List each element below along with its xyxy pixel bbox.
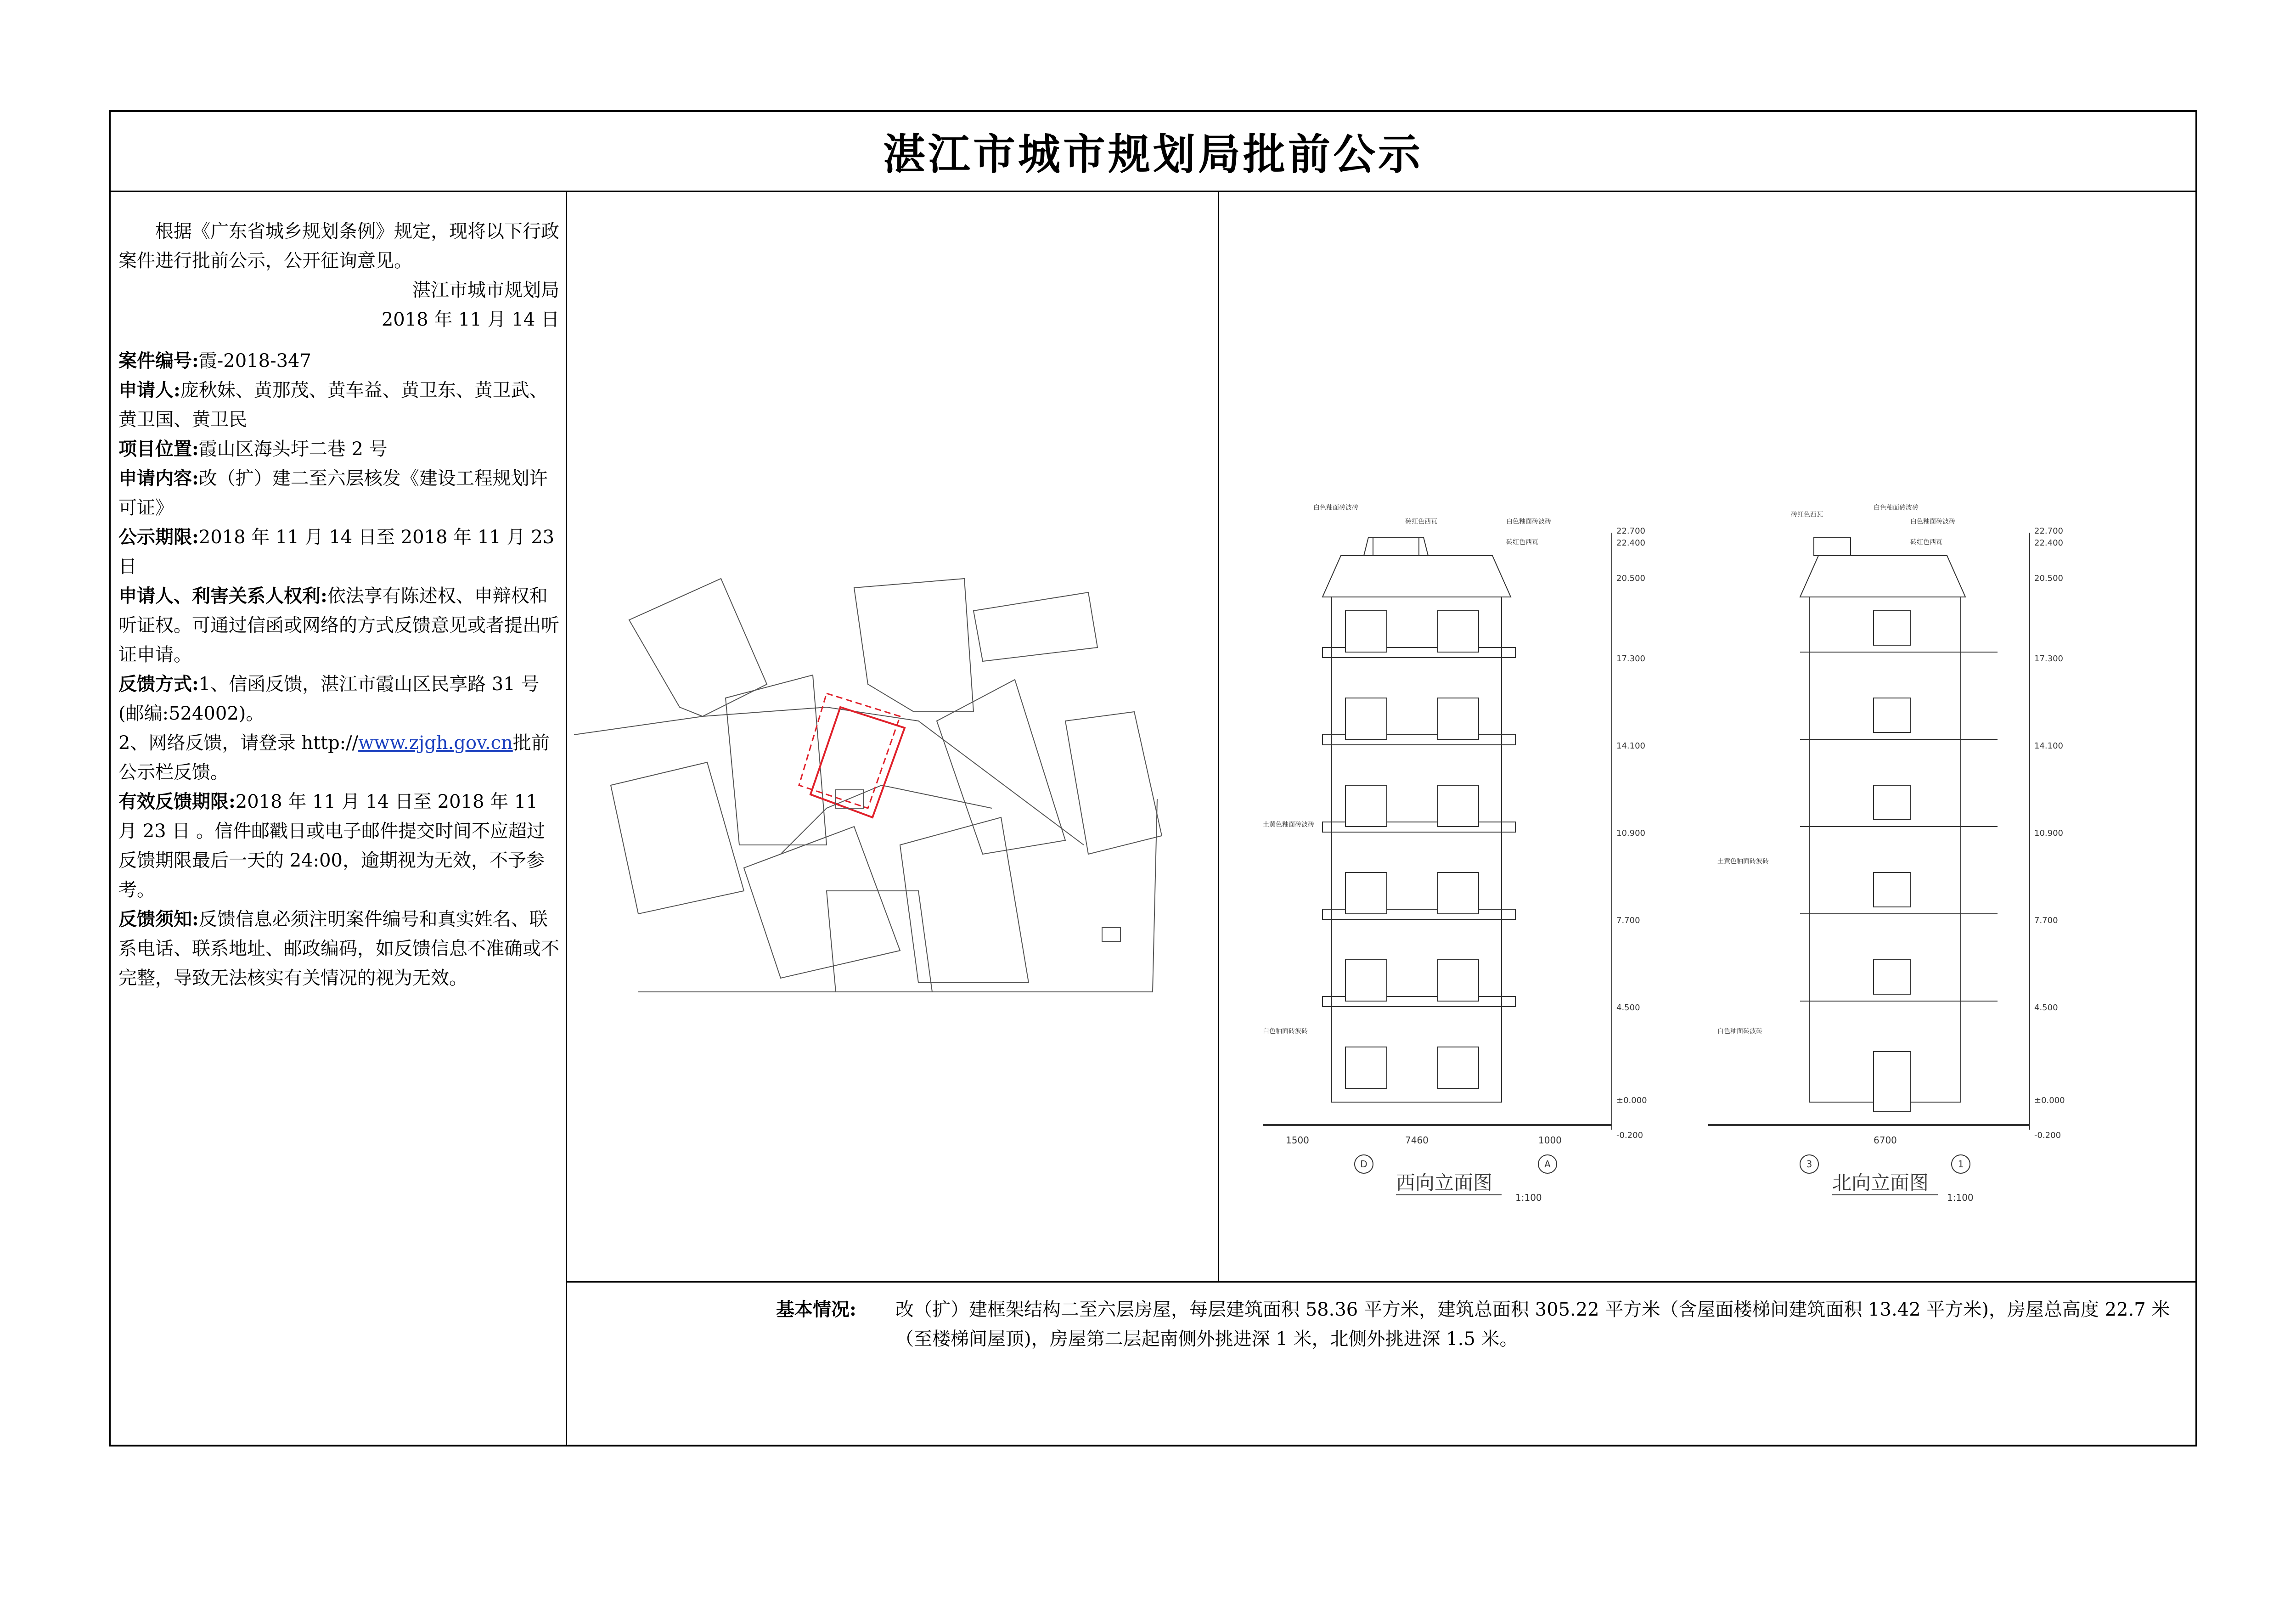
feedback-online-prefix: 2、网络反馈，请登录 http:// <box>118 732 359 754</box>
parcel-outline <box>1065 712 1162 854</box>
level-label: 22.700 <box>2034 526 2063 536</box>
dimension-label: 1000 <box>1538 1135 1562 1146</box>
axis-marker-label: D <box>1360 1159 1367 1170</box>
stair-tower <box>1373 537 1419 556</box>
parcel-boundary <box>638 799 1157 992</box>
material-note: 土黄色釉面砖波砖 <box>1717 858 1769 865</box>
window <box>1437 960 1479 1001</box>
location-label: 项目位置: <box>118 438 199 460</box>
basic-info-label: 基本情况: <box>776 1299 856 1320</box>
level-label: 4.500 <box>2034 1003 2058 1013</box>
period-row <box>118 523 559 581</box>
notice: 反馈信息必须注明案件编号和真实姓名、联系电话、联系地址、邮政编码，如反馈信息不准确或不完整，导致无法核实有关情况的视为无效。 <box>118 909 559 989</box>
parcel-outline <box>611 762 744 914</box>
content: 改（扩）建二至六层核发《建设工程规划许可证》 <box>118 468 548 518</box>
parcel-outline <box>937 680 1065 854</box>
building-body <box>1809 597 1961 1102</box>
level-label: 7.700 <box>1616 916 1640 925</box>
building-body <box>1332 597 1502 1102</box>
valid-period-row <box>118 787 559 905</box>
level-label: 4.500 <box>1616 1003 1640 1013</box>
level-label: 22.700 <box>1616 526 1645 536</box>
window <box>1345 872 1387 914</box>
dimension-label: 7460 <box>1405 1135 1429 1146</box>
left-column-divider <box>566 191 567 1447</box>
case-number-label: 案件编号: <box>118 350 199 371</box>
level-label: 14.100 <box>2034 741 2063 751</box>
window <box>1437 872 1479 914</box>
entrance-door <box>1874 1052 1910 1111</box>
parcel-outline <box>827 891 932 992</box>
parcel-outline <box>629 579 767 716</box>
north-elevation-drawing <box>1699 496 2167 1221</box>
case-number-row <box>118 346 559 376</box>
level-label: -0.200 <box>1616 1131 1643 1140</box>
window <box>1345 960 1387 1001</box>
rights-label: 申请人、利害关系人权利: <box>118 585 327 607</box>
content-label: 申请内容: <box>118 467 199 489</box>
window <box>1437 785 1479 827</box>
issue-date: 2018 年 11 月 14 日 <box>381 309 559 330</box>
window <box>1874 611 1910 645</box>
scale-label: 1:100 <box>1515 1192 1542 1203</box>
material-note: 白色釉面砖波砖 <box>1910 518 1955 525</box>
content-row <box>118 464 559 523</box>
west-elevation-drawing <box>1235 496 1704 1221</box>
dimension-label: 6700 <box>1874 1135 1897 1146</box>
elevation-caption: 北向立面图 <box>1832 1171 1929 1194</box>
window <box>1874 960 1910 994</box>
material-note: 白色釉面砖波砖 <box>1506 518 1551 525</box>
elevation-caption: 西向立面图 <box>1396 1171 1493 1194</box>
page-title: 湛江市城市规划局批前公示 <box>883 129 1423 179</box>
project-site-outline <box>810 707 905 817</box>
level-label: 17.300 <box>2034 654 2063 664</box>
basic-info-divider <box>566 1281 2197 1283</box>
basic-info-text: 改（扩）建框架结构二至六层房屋，每层建筑面积 58.36 平方米，建筑总面积 305.22 平方米（含屋面楼梯间建筑面积 13.42 平方米)，房屋总高度 22.7 米（至楼梯间屋顶)，房屋第二层起南侧外挑进深 1 米，北侧外挑进深 1.5 米。 <box>895 1299 2170 1350</box>
roof-eave <box>1322 556 1511 597</box>
axis-marker-label: 3 <box>1806 1159 1812 1170</box>
applicant: 庞秋妹、黄那茂、黄车益、黄卫东、黄卫武、黄卫国、黄卫民 <box>118 380 548 430</box>
level-label: 20.500 <box>2034 574 2063 583</box>
axis-marker-label: 1 <box>1958 1159 1964 1170</box>
rights: 依法享有陈述权、申辩权和听证权。可通过信函或网络的方式反馈意见或者提出听证申请。 <box>118 585 559 665</box>
period-label: 公示期限: <box>118 526 199 548</box>
feedback-online-suffix: 批前公示栏反馈。 <box>118 732 550 783</box>
axis-marker-label: A <box>1544 1159 1551 1170</box>
parcel-outline <box>854 579 974 712</box>
level-label: 10.900 <box>1616 828 1645 838</box>
dimension-label: 1500 <box>1286 1135 1309 1146</box>
feedback-row <box>118 670 559 728</box>
rights-row <box>118 581 559 670</box>
applicant-label: 申请人: <box>118 379 180 401</box>
location: 霞山区海头圩二巷 2 号 <box>198 439 388 460</box>
level-label: ±0.000 <box>1616 1096 1647 1105</box>
material-note: 白色釉面砖波砖 <box>1263 1028 1308 1035</box>
level-label: 22.400 <box>1616 538 1645 548</box>
window <box>1874 698 1910 732</box>
parcel-outline <box>726 675 827 845</box>
period: 2018 年 11 月 14 日至 2018 年 11 月 23 日 <box>118 527 555 577</box>
window <box>1345 611 1387 652</box>
parcel-outline <box>744 827 900 978</box>
window <box>1345 698 1387 739</box>
site-marker <box>1102 928 1120 941</box>
level-label: 14.100 <box>1616 741 1645 751</box>
window <box>1437 698 1479 739</box>
location-row <box>118 434 559 464</box>
notice-row <box>118 905 559 993</box>
material-note: 白色釉面砖波砖 <box>1313 504 1358 512</box>
notice-label: 反馈须知: <box>118 908 199 930</box>
parcel-outline <box>974 592 1097 661</box>
valid-period: 2018 年 11 月 14 日至 2018 年 11 月 23 日 。信件邮戳日或电子邮件提交时间不应超过反馈期限最后一天的 24:00，逾期视为无效，不予参考。 <box>118 791 546 901</box>
drawing-divider <box>1218 191 1219 1283</box>
window <box>1874 785 1910 820</box>
level-label: 22.400 <box>2034 538 2063 548</box>
basic-info <box>776 1295 2190 1354</box>
window <box>1345 1047 1387 1088</box>
window <box>1345 785 1387 827</box>
feedback-website-link[interactable]: www.zjgh.gov.cn <box>358 732 513 754</box>
site-plan <box>569 569 1212 1006</box>
applicant-row <box>118 376 559 434</box>
scale-label: 1:100 <box>1947 1192 1974 1203</box>
case-info-panel <box>118 217 559 993</box>
level-label: 10.900 <box>2034 828 2063 838</box>
level-label: ±0.000 <box>2034 1096 2065 1105</box>
material-note: 砖红色西瓦 <box>1506 539 1538 546</box>
material-note: 砖红色西瓦 <box>1910 539 1942 546</box>
level-label: 20.500 <box>1616 574 1645 583</box>
material-note: 砖红色西瓦 <box>1791 511 1823 518</box>
feedback-label: 反馈方式: <box>118 673 199 695</box>
material-note: 土黄色釉面砖波砖 <box>1263 821 1314 828</box>
window <box>1437 1047 1479 1088</box>
valid-period-label: 有效反馈期限: <box>118 791 236 812</box>
material-note: 砖红色西瓦 <box>1405 518 1437 525</box>
feedback-mail: 1、信函反馈，湛江市霞山区民享路 31 号(邮编:524002)。 <box>118 674 540 724</box>
level-label: 17.300 <box>1616 654 1645 664</box>
stair-tower <box>1814 537 1851 556</box>
feedback-online-row <box>118 728 559 787</box>
intro-text: 根据《广东省城乡规划条例》规定，现将以下行政案件进行批前公示，公开征询意见。 <box>118 221 559 271</box>
level-label: -0.200 <box>2034 1131 2061 1140</box>
window <box>1874 872 1910 907</box>
window <box>1437 611 1479 652</box>
roof-eave <box>1800 556 1965 597</box>
issuing-agency: 湛江市城市规划局 <box>412 280 559 301</box>
material-note: 白色釉面砖波砖 <box>1717 1028 1762 1035</box>
level-label: 7.700 <box>2034 916 2058 925</box>
case-number: 霞-2018-347 <box>198 350 311 371</box>
material-note: 白色釉面砖波砖 <box>1874 504 1919 512</box>
